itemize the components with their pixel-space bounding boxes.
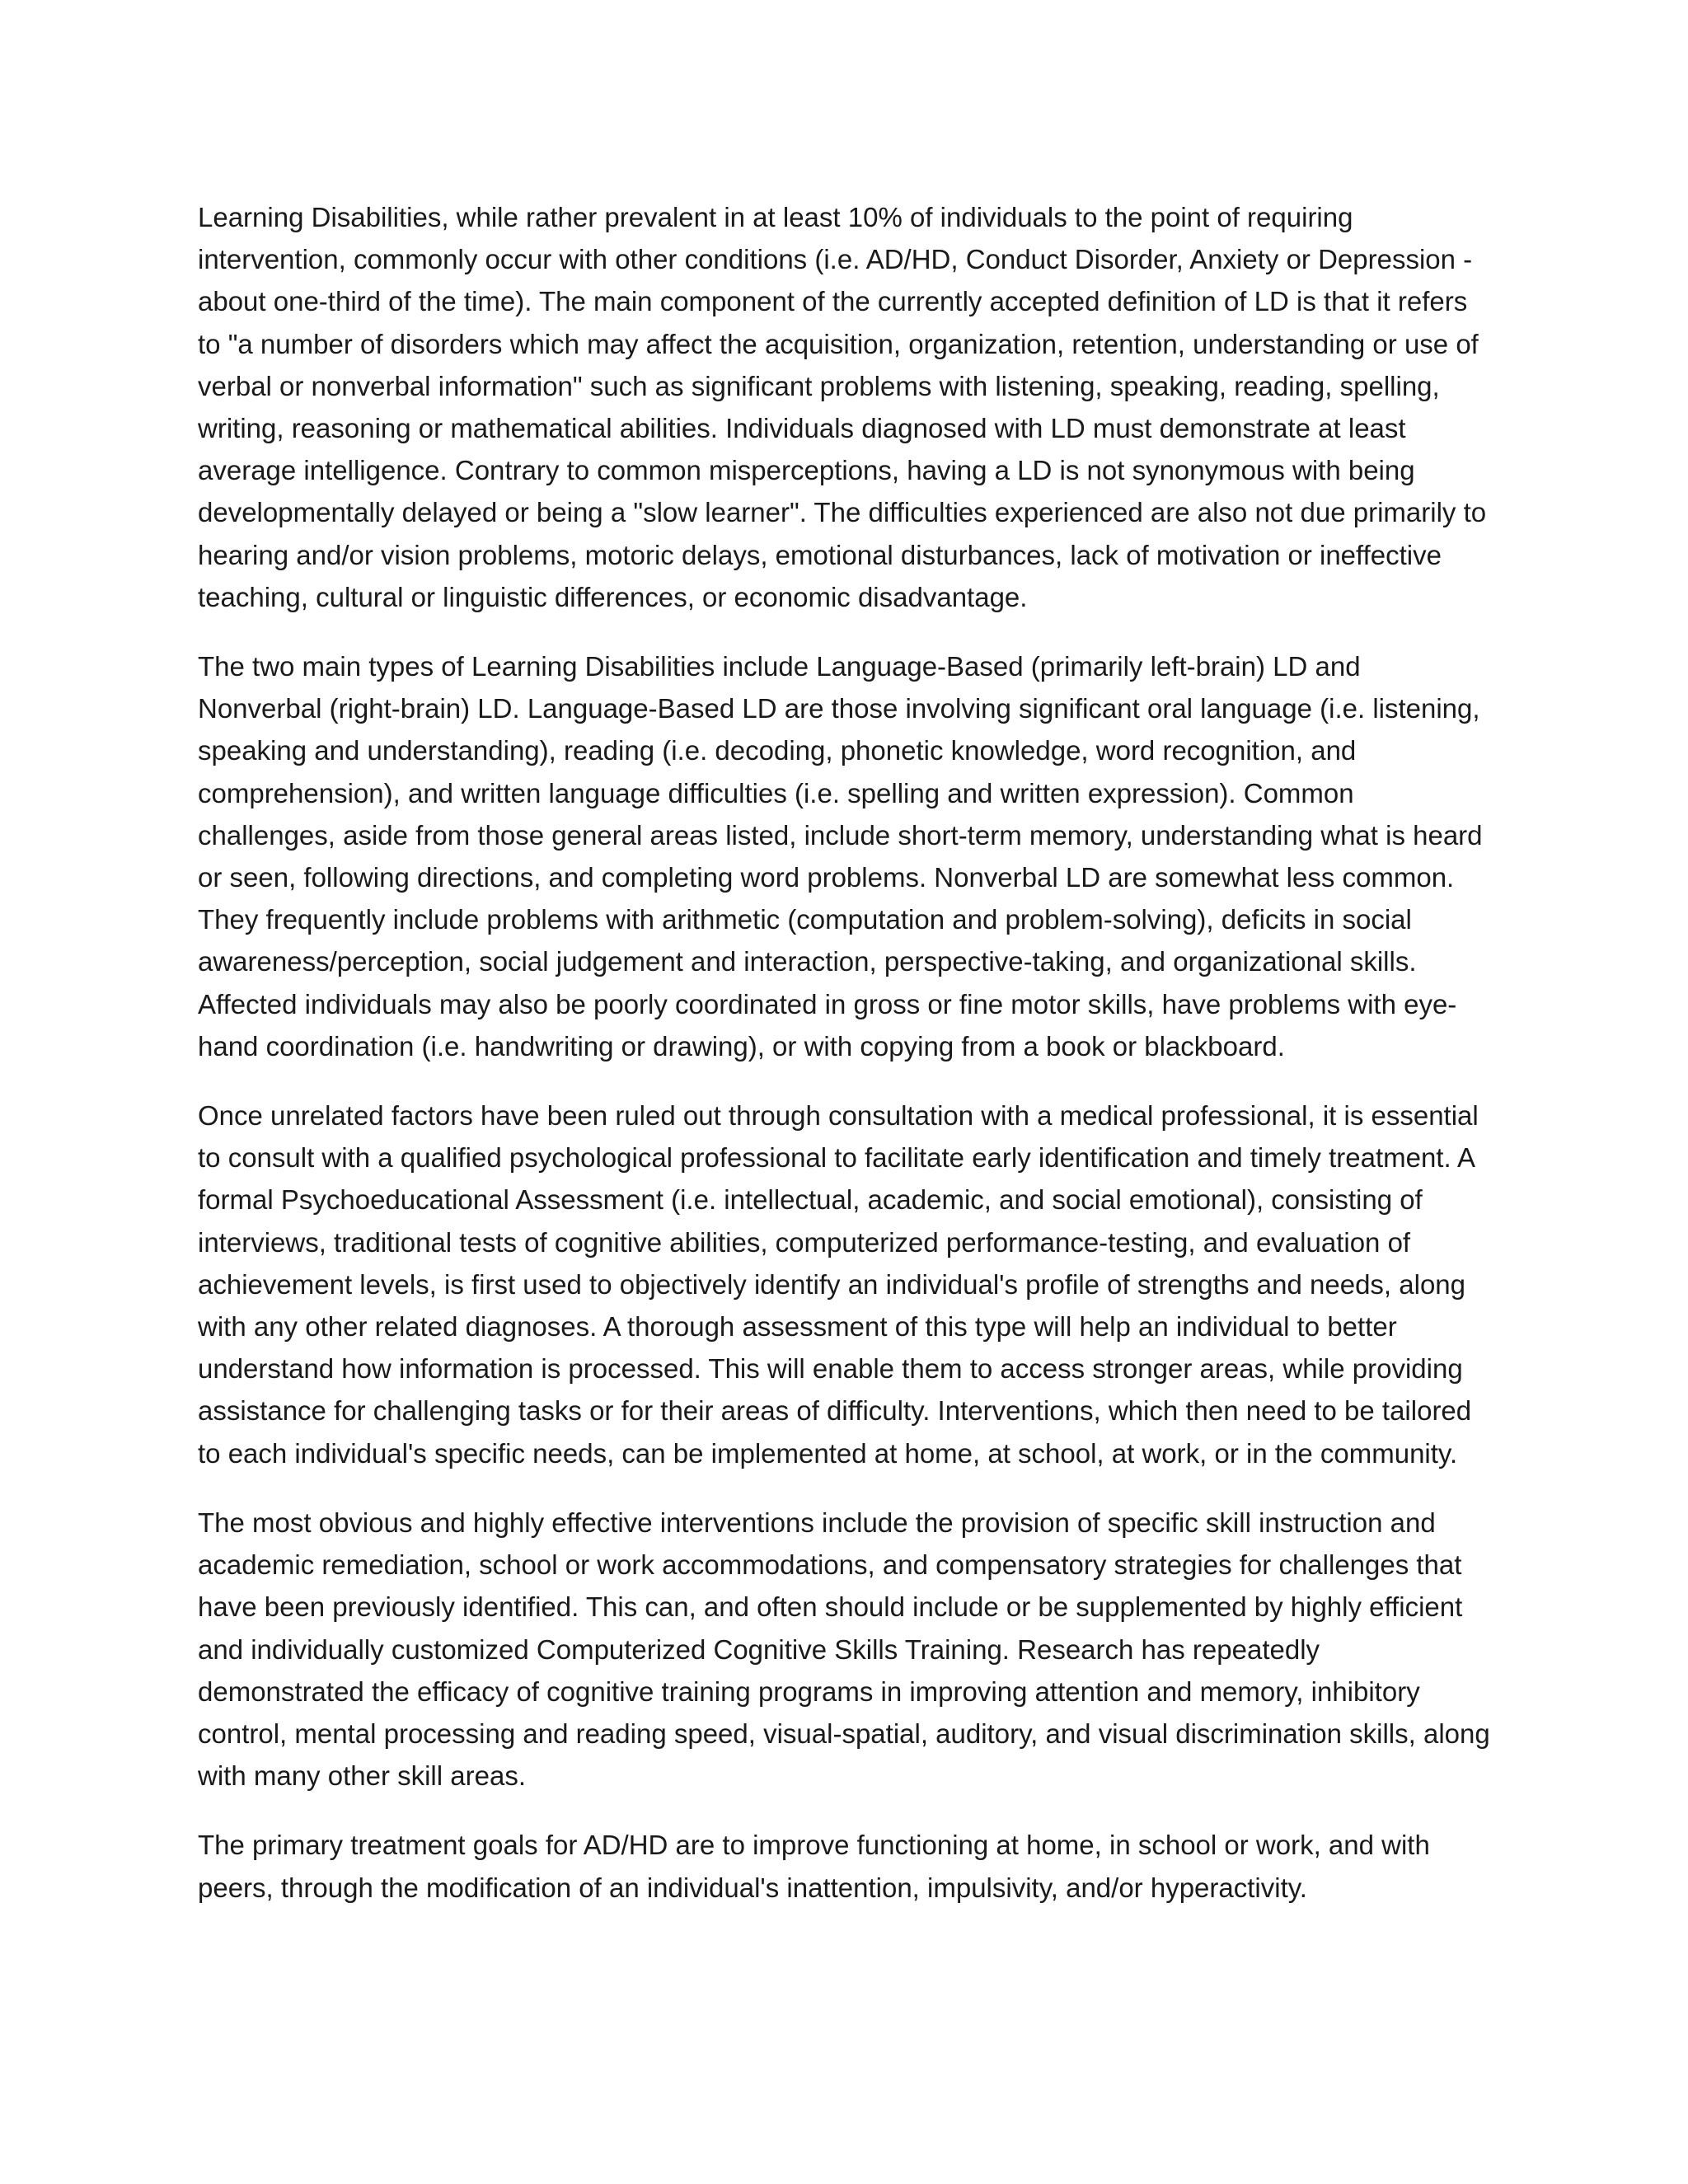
paragraph-types-of-ld: The two main types of Learning Disabilities include Language-Based (primarily left-brain) LD and Nonverbal (right-brain) LD. Language-Based LD are those involving significant oral language (i.e. listening, speaking and understanding), reading (i.e. decoding, phonetic knowledge, word recognition, and comprehension), and written language difficulties (i.e. spelling and written expression). Common challenges, aside from those general areas listed, include short-term memory, understanding what is heard or seen, following directions, and completing word problems. Nonverbal LD are somewhat less common. They frequently include problems with arithmetic (computation and problem-solving), deficits in social awareness/perception, social judgement and interaction, perspective-taking, and organizational skills. Affected individuals may also be poorly coordinated in gross or fine motor skills, have problems with eye-hand coordination (i.e. handwriting or drawing), or with copying from a book or blackboard.	[198, 651, 1483, 1062]
paragraph-learning-disabilities-definition: Learning Disabilities, while rather prevalent in at least 10% of individuals to the point of requiring intervention, commonly occur with other conditions (i.e. AD/HD, Conduct Disorder, Anxiety or Depression - about one-third of the time). The main component of the currently accepted definition of LD is that it refers to "a number of disorders which may affect the acquisition, organization, retention, understanding or use of verbal or nonverbal information" such as significant problems with listening, speaking, reading, spelling, writing, reasoning or mathematical abilities. Individuals diagnosed with LD must demonstrate at least average intelligence. Contrary to common misperceptions, having a LD is not synonymous with being developmentally delayed or being a "slow learner". The difficulties experienced are also not due primarily to hearing and/or vision problems, motoric delays, emotional disturbances, lack of motivation or ineffective teaching, cultural or linguistic differences, or economic disadvantage.	[198, 202, 1487, 612]
paragraph-adhd-treatment-goals: The primary treatment goals for AD/HD are to improve functioning at home, in school or work, and with peers, through the modification of an individual's inattention, impulsivity, and/or hyperactivity.	[198, 1830, 1430, 1903]
paragraph-interventions: The most obvious and highly effective interventions include the provision of specific skill instruction and academic remediation, school or work accommodations, and compensatory strategies for challenges that have been previously identified. This can, and often should include or be supplemented by highly efficient and individually customized Computerized Cognitive Skills Training. Research has repeatedly demonstrated the efficacy of cognitive training programs in improving attention and memory, inhibitory control, mental processing and reading speed, visual-spatial, auditory, and visual discrimination skills, along with many other skill areas.	[198, 1507, 1490, 1792]
document-body	[198, 196, 1492, 1909]
paragraph-assessment: Once unrelated factors have been ruled out through consultation with a medical professional, it is essential to consult with a qualified psychological professional to facilitate early identification and timely treatment. A formal Psychoeducational Assessment (i.e. intellectual, academic, and social emotional), consisting of interviews, traditional tests of cognitive abilities, computerized performance-testing, and evaluation of achievement levels, is first used to objectively identify an individual's profile of strengths and needs, along with any other related diagnoses. A thorough assessment of this type will help an individual to better understand how information is processed. This will enable them to access stronger areas, while providing assistance for challenging tasks or for their areas of difficulty. Interventions, which then need to be tailored to each individual's specific needs, can be implemented at home, at school, at work, or in the community.	[198, 1100, 1479, 1469]
